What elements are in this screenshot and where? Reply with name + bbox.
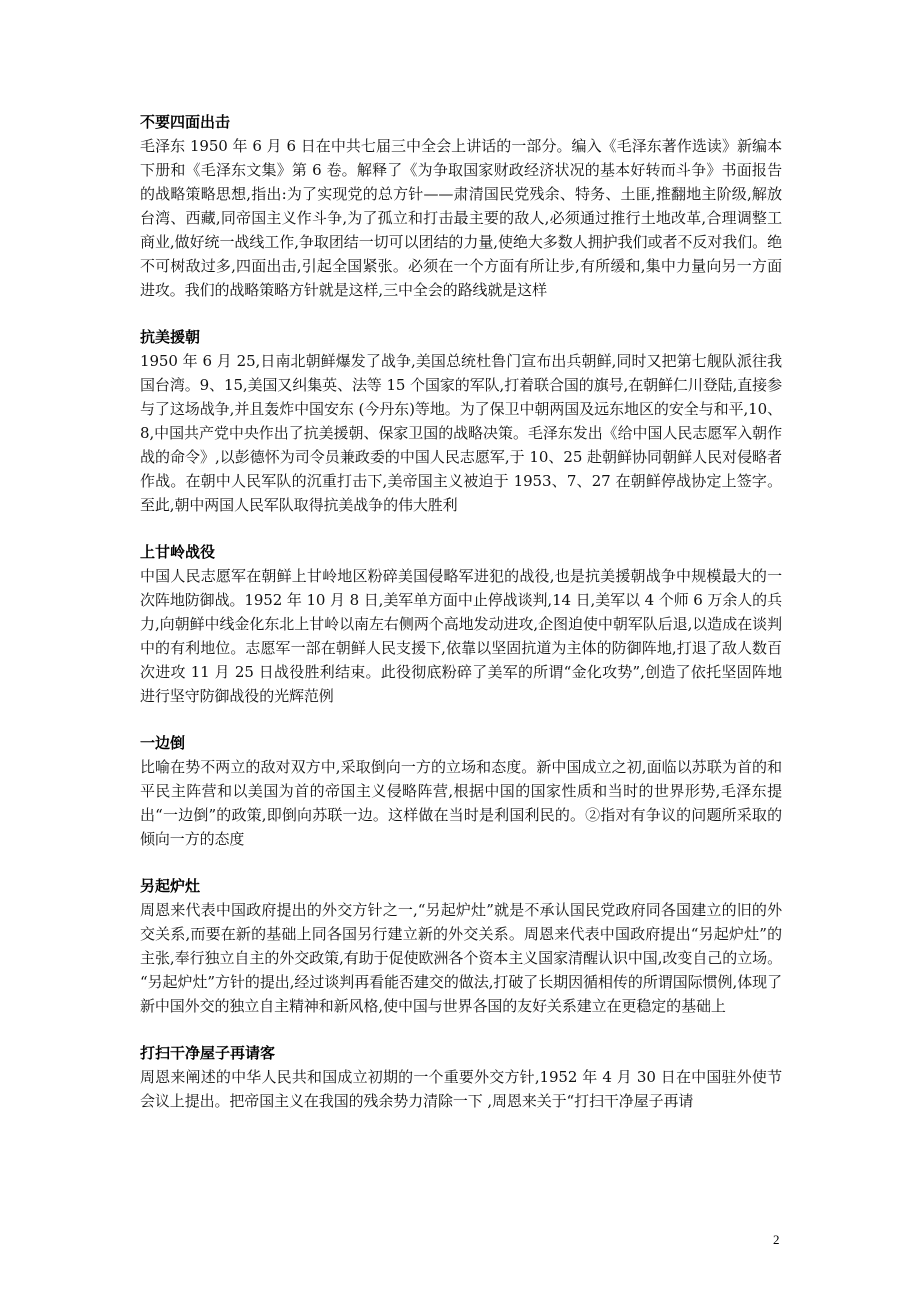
- entry-title: 一边倒: [140, 734, 186, 752]
- entry-resist-us-aid-korea: [140, 325, 782, 517]
- entry-fresh-start: [140, 874, 782, 1018]
- entry-body: 周恩来代表中国政府提出的外交方针之一,“另起炉灶”就是不承认国民党政府同各国建立的旧的外交关系,而要在新的基础上同各国另行建立新的外交关系。周恩来代表中国政府提出“另起炉灶”的主张,奉行独立自主的外交政策,有助于促使欧洲各个资本主义国家清醒认识中国,改变自己的立场。 “另起炉灶”方针的提出,经过谈判再看能否建交的做法,打破了长期因循相传的所谓国际惯例,体现了新中国外交的独立自主精神和新风格,使中国与世界各国的友好关系建立在更稳定的基础上: [140, 901, 782, 1015]
- entry-title: 抗美援朝: [140, 328, 201, 346]
- entry-body: 比喻在势不两立的敌对双方中,采取倒向一方的立场和态度。新中国成立之初,面临以苏联为首的和平民主阵营和以美国为首的帝国主义侵略阵营,根据中国的国家性质和当时的世界形势,毛泽东提出“一边倒”的政策,即倒向苏联一边。这样做在当时是利国利民的。②指对有争议的问题所采取的倾向一方的态度: [140, 758, 782, 848]
- entry-body: 周恩来阐述的中华人民共和国成立初期的一个重要外交方针,1952 年 4 月 30 日在中国驻外使节会议上提出。把帝国主义在我国的残余势力清除一下 ,周恩来关于“打扫干净屋子再请: [140, 1068, 782, 1110]
- entry-title: 打扫干净屋子再请客: [140, 1044, 276, 1062]
- document-page: [140, 110, 782, 1136]
- entry-no-four-fronts: [140, 110, 782, 302]
- entry-lean-to-one-side: [140, 731, 782, 851]
- entry-title: 不要四面出击: [140, 113, 231, 131]
- page-number: 2: [773, 1232, 780, 1247]
- entry-title: 另起炉灶: [140, 877, 201, 895]
- entry-clean-house-before-guests: [140, 1041, 782, 1113]
- entry-shangganling-campaign: [140, 540, 782, 708]
- entry-body: 毛泽东 1950 年 6 月 6 日在中共七届三中全会上讲话的一部分。编入《毛泽东著作选读》新编本下册和《毛泽东文集》第 6 卷。解释了《为争取国家财政经济状况的基本好转而斗争》书面报告的战略策略思想,指出:为了实现党的总方针——肃清国民党残余、特务、土匪,推翻地主阶级,解放台湾、西藏,同帝国主义作斗争,为了孤立和打击最主要的敌人,必须通过推行土地改革,合理调整工商业,做好统一战线工作,争取团结一切可以团结的力量,使绝大多数人拥护我们或者不反对我们。绝不可树敌过多,四面出击,引起全国紧张。必须在一个方面有所让步,有所缓和,集中力量向另一方面进攻。我们的战略策略方针就是这样,三中全会的路线就是这样: [140, 137, 782, 299]
- entry-body: 中国人民志愿军在朝鲜上甘岭地区粉碎美国侵略军进犯的战役,也是抗美援朝战争中规模最大的一次阵地防御战。1952 年 10 月 8 日,美军单方面中止停战谈判,14 日,美军以 4 个师 6 万余人的兵力,向朝鲜中线金化东北上甘岭以南左右侧两个高地发动进攻,企图迫使中朝军队后退,以造成在谈判中的有利地位。志愿军一部在朝鲜人民支援下,依靠以坚固抗道为主体的防御阵地,打退了敌人数百次进攻 11 月 25 日战役胜利结束。此役彻底粉碎了美军的所谓“金化攻势”,创造了依托坚固阵地进行坚守防御战役的光辉范例: [140, 567, 782, 705]
- entry-title: 上甘岭战役: [140, 543, 216, 561]
- entry-body: 1950 年 6 月 25,日南北朝鲜爆发了战争,美国总统杜鲁门宣布出兵朝鲜,同时又把第七舰队派往我国台湾。9、15,美国又纠集英、法等 15 个国家的军队,打着联合国的旗号,在朝鲜仁川登陆,直接参与了这场战争,并且轰炸中国安东 (今丹东)等地。为了保卫中朝两国及远东地区的安全与和平,10、8,中国共产党中央作出了抗美援朝、保家卫国的战略决策。毛泽东发出《给中国人民志愿军入朝作战的命令》,以彭德怀为司令员兼政委的中国人民志愿军,于 10、25 赴朝鲜协同朝鲜人民对侵略者作战。在朝中人民军队的沉重打击下,美帝国主义被迫于 1953、7、27 在朝鲜停战协定上签字。至此,朝中两国人民军队取得抗美战争的伟大胜利: [140, 352, 782, 514]
